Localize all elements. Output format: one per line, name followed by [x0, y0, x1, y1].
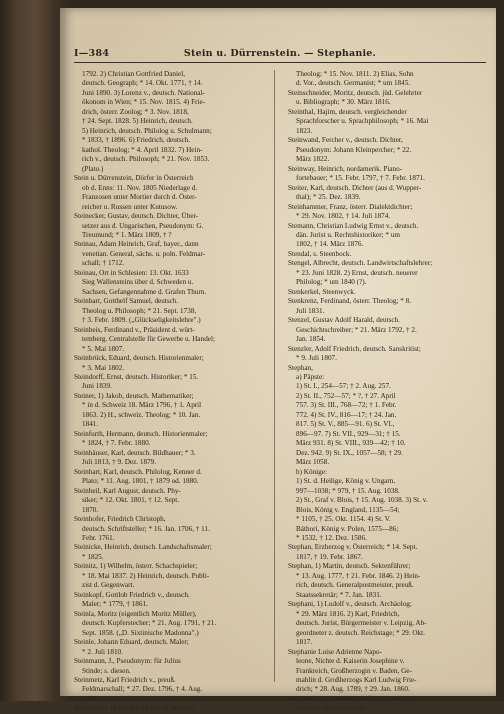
text-line: deutsch. Jurist, Bürgermeister v. Leipzig, Ab- — [296, 619, 427, 628]
text-line: siker; * 12. Okt. 1801, † 12. Sept. — [82, 496, 180, 505]
text-line: Plato; * 11. Aug. 1801, † 1879 od. 1880. — [82, 477, 199, 486]
text-line: fortebauer; * 15. Febr. 1797, † 7. Febr. 1871. — [296, 174, 425, 183]
text-line: 1) St. I., 254—57; † 2. Aug. 257. — [296, 382, 391, 391]
text-line: * 1825. — [82, 552, 104, 561]
text-line: mahlin d. Großherzogs Karl Ludwig Frie- — [296, 676, 417, 684]
text-line: drich, österr. Zoolog; * 3. Nov. 1818, — [82, 107, 189, 116]
text-line: temberg. Centralstelle für Gewerbe u. Handel; — [82, 335, 215, 344]
text-line: Stengel, Albrecht, deutsch. Landwirtschaftslehrer; — [288, 259, 433, 268]
text-line: * in d. Schweiz 18. März 1796, † 1. April — [82, 401, 202, 410]
text-line: Steindorff, Ernst, deutsch. Historiker; * 15. — [74, 373, 199, 381]
text-line: Sieg Wallensteins über d. Schweden u. — [82, 278, 194, 287]
text-line: Stenkrenz, Ferdinand, österr. Theolog; * 8. — [288, 297, 412, 306]
text-line: Stephani, 1) Ludolf v., deutsch. Archäolog; — [288, 600, 412, 609]
text-line: Febr. 1761. — [82, 533, 115, 542]
text-line: * 3. Mai 1802. — [82, 363, 125, 372]
text-line: Staatssekretär; * 7. Jan. 1831. — [296, 590, 382, 599]
page-header — [74, 46, 486, 63]
text-line: 896—97. 7) St. VII., 929—31; † 15. — [296, 429, 401, 438]
text-line: Stenkerkel, Steenwyck. — [288, 287, 356, 296]
text-line: * 23. Juni 1828. 2) Ernst, deutsch. neuerer — [296, 268, 418, 277]
text-line: 1792. 2) Christian Gottfried Daniel, — [82, 70, 186, 78]
column-divider — [274, 70, 275, 682]
text-line: Steinecker, Gustav, deutsch. Dichter, Über- — [74, 212, 199, 221]
text-line: Steinitz, 1) Wilhelm, österr. Schachspieler; — [74, 562, 198, 571]
text-line: * 1532, † 12. Dez. 1586. — [296, 533, 367, 542]
text-line: Steinle, Johann Eduard, deutsch. Maler; — [74, 638, 189, 647]
text-line: geordneter z. deutsch. Reichstage; * 29. Okt. — [296, 628, 425, 637]
text-line: Steinla, Moritz (eigentlich Moritz Müller), — [74, 609, 197, 618]
text-line: Steinway, Heinrich, nordamerik. Piano- — [288, 164, 403, 173]
text-line: rich, deutsch. Generalpostmeister, preuß. — [296, 581, 414, 590]
text-line: Philolog; * um 1840 (?). — [296, 278, 367, 287]
text-line: Sachsen, Gefangennahme d. Grafen Thurn. — [82, 287, 207, 296]
text-line: Theolog u. Philosoph; * 21. Sept. 1738, — [82, 306, 197, 315]
text-line: * 2. Juli 1810. — [82, 647, 123, 656]
text-line: Steiter, Karl, deutsch. Dichter (aus d. Wupper- — [288, 183, 422, 192]
text-line: Theolog; * 15. Nov. 1811. 2) Elias, Sohn — [296, 70, 414, 78]
text-line: Stephanie, Dr., Pseudonym für: Kathinka Zitz, — [288, 694, 422, 703]
text-line: * 1824, † 7. Febr. 1880. — [82, 439, 151, 448]
text-line: März 931. 8) St. VIII., 939—42; † 10. — [296, 439, 406, 448]
text-line: a) Päpste: — [296, 373, 325, 381]
text-line: Steinmetz, Karl Friedrich v., preuß. — [74, 676, 176, 684]
text-line: 1) St. d. Heilige, König v. Ungarn, — [296, 477, 396, 486]
text-line: Juli 1813, † 9. Dez. 1879. — [82, 458, 157, 467]
text-line: leone, Nichte d. Kaiserin Josephine v. — [296, 657, 405, 666]
running-title: Stein u. Dürrenstein. — Stephanie. — [183, 48, 377, 59]
text-line: ob d. Enns: 11. Nov. 1805 Niederlage d. — [82, 183, 198, 192]
text-line: Stephanie Luise Adrienne Napo- — [288, 647, 383, 656]
text-line: März 1822. — [296, 155, 330, 164]
text-line: 817. 5) St. V., 885—91. 6) St. VI., — [296, 420, 395, 429]
text-line: Steiner, 1) Jakob, deutsch. Mathematiker; — [74, 391, 194, 400]
text-line: u. Bibliograph; * 30. März 1816. — [296, 98, 391, 107]
text-line: Juni 1890. 3) Lorenz v., deutsch. National- — [82, 88, 205, 97]
text-line: Steinhäuser, Karl, deutsch. Bildhauer; * 3. — [74, 448, 196, 457]
text-line: * 13. Aug. 1777, † 21. Febr. 1846. 2) Hein- — [296, 571, 421, 580]
text-line: Stein u. Dürrenstein, Dörfer in Österreich — [74, 174, 194, 183]
text-line: 1870. — [82, 505, 99, 514]
text-line: * 1833, † 1896. 6) Friedrich, deutsch. — [82, 136, 191, 145]
text-line: 757. 3) St. III., 768—72; † 1. Febr. — [296, 401, 397, 410]
text-line: 772. 4) St. IV., 816—17; † 24. Jan. — [296, 410, 397, 419]
text-line: Geschichtschreiber; * 21. März 1792, † 2. — [296, 325, 417, 334]
text-line: Stenzel, Gustav Adolf Harald, deutsch. — [288, 316, 400, 325]
text-line: * 29. März 1816. 2) Karl, Friedrich, — [296, 609, 400, 618]
text-line: Jan. 1854. — [296, 335, 326, 344]
text-line: Frankreich, Großherzogin v. Baden, Ge- — [296, 666, 412, 675]
text-line: Franzosen unter Mortier durch d. Öster- — [82, 193, 197, 202]
book-page — [60, 8, 496, 713]
text-line: Stephan, 1) Martin, deutsch. Sektenführer; — [288, 562, 411, 571]
text-line: Juli 1831. — [296, 306, 325, 315]
text-line: 1817, † 19. Febr. 1867. — [296, 552, 363, 561]
text-line: * 5. Mai 1807. — [82, 344, 125, 353]
text-line: † 3. Febr. 1809. („Glückseligkeitslehre".) — [82, 316, 201, 325]
text-line: b) Könige: — [296, 467, 327, 476]
text-line: deutsch. Geograph; * 14. Okt. 1771, † 14. — [82, 79, 203, 88]
text-line: Stephan, — [288, 363, 313, 372]
text-line: Steinmann, J., Pseudonym: für Julius — [74, 657, 181, 666]
text-line: Steinmeyer, 1) Friedrich Ludwig, deutsch. — [74, 704, 196, 713]
text-line: Dez. 942. 9) St. IX., 1057—58; † 29. — [296, 448, 403, 457]
text-line: d. Vor., deutsch. Germanist; * um 1845. — [296, 79, 411, 88]
left-text-column — [74, 70, 252, 714]
text-line: Stenzler, Adolf Friedrich, deutsch. Sanskritist; — [288, 344, 421, 353]
text-line: 5) Heinrich, deutsch. Philolog u. Schulmann; — [82, 126, 212, 135]
text-line: Steinfurth, Hermann, deutsch. Historienmaler; — [74, 429, 208, 438]
text-line: thal); * 25. Dez. 1839. — [296, 193, 361, 202]
text-line: Steinwand, Fercher v., deutsch. Dichter, — [288, 136, 403, 145]
text-line: Steinau, Ort in Schlesien: 13. Okt. 1633 — [74, 268, 189, 277]
text-line: * 18. Mai 1837. 2) Heinrich, deutsch. Publi- — [82, 571, 210, 580]
text-line: zist d. Gegenwart. — [82, 581, 135, 590]
text-line: rich v., deutsch. Philosoph; * 21. Nov. 1853. — [82, 155, 210, 164]
text-line: Stendal, s. Steenbock. — [288, 249, 352, 258]
text-line: Steinhart, Karl, deutsch. Philolog, Kenner d. — [74, 467, 202, 476]
text-line: schall; † 1712. — [82, 259, 125, 268]
text-line: drich; * 28. Aug. 1789, † 29. Jan. 1860. — [296, 685, 410, 694]
right-text-column — [288, 70, 472, 714]
text-line: 1877. — [82, 694, 99, 703]
text-line: Steinicke, Heinrich, deutsch. Landschaftsmaler; — [74, 543, 212, 552]
text-line: deutsch. Kupferstecher; * 21. Aug. 1791, † 21. — [82, 619, 217, 628]
text-line: setzer aus d. Ungarischen, Pseudonym: G. — [82, 221, 204, 230]
text-line: 2) St., Graf v. Blois, † 15. Aug. 1038. 3) St. v. — [296, 496, 428, 505]
text-line: Treumund; * 1. März 1809, † ? — [82, 230, 172, 239]
text-line: Steinheil, Karl August, deutsch. Phy- — [74, 486, 181, 495]
text-line: März 1058. — [296, 458, 330, 467]
text-line: (Plato.) — [82, 164, 104, 173]
text-line: Steinthal, Hajim, deutsch. vergleichender — [288, 107, 407, 116]
text-line: Steinbrück, Eduard, deutsch. Historienmaler; — [74, 354, 204, 363]
text-line: venetian. General, sächs. u. poln. Feldmar- — [82, 249, 206, 258]
text-line: Juni 1839. — [82, 382, 112, 391]
text-line: Blois, König v. England, 1135—54; — [296, 505, 400, 514]
text-line: kathol. Theolog; * 4. April 1832. 7) Hein- — [82, 145, 203, 154]
text-line: * 29. Nov. 1802, † 14. Juli 1874. — [296, 212, 391, 221]
page-number: I—384 — [74, 48, 110, 59]
text-line: 2) St. II., 752—57; * ?, † 27. April — [296, 391, 396, 400]
text-line: ökonom in Wien; * 15. Nov. 1815. 4) Frie- — [82, 98, 206, 107]
text-line: 1863. 2) H., schweiz. Theolog; * 10. Jan. — [82, 410, 201, 419]
text-line: Stephan, Erzherzog v. Österreich; * 14. Sept. — [288, 543, 418, 552]
text-line: Steinhofer, Friedrich Christoph, — [74, 515, 166, 524]
text-line: Sept. 1858. („D. Sixtinische Madonna".) — [82, 628, 199, 637]
text-line: Pseudonym: Johann Kleinpercher; * 22. — [296, 145, 412, 154]
text-line: Steinhammer, Franz, österr. Dialektdichter; — [288, 202, 413, 211]
text-line: Báthori, König v. Polen, 1575—86; — [296, 524, 399, 533]
text-line: † 24. Sept. 1828. 5) Heinrich, deutsch. — [82, 117, 193, 126]
text-line: Stemann, Christian Ludwig Ernst v., deutsch. — [288, 221, 419, 230]
text-line: deutsche Schriftstellerin. — [296, 704, 368, 713]
text-line: Maler; * 1779, † 1861. — [82, 600, 148, 609]
text-line: * 1105, † 25. Okt. 1154. 4) St. V. — [296, 515, 391, 524]
text-line: Steinbeis, Ferdinand v., Präsident d. würt- — [74, 325, 195, 334]
text-line: 1802, † 14. März 1876. — [296, 240, 364, 249]
text-line: Feldmarschall; * 27. Dez. 1796, † 4. Aug. — [82, 685, 203, 694]
text-line: deutsch. Schriftsteller; * 16. Jan. 1706, † 11. — [82, 524, 210, 533]
text-line: dän. Jurist u. Rechtshistoriker; * um — [296, 230, 401, 239]
text-line: Steinschneider, Moritz, deutsch. jüd. Gelehrter — [288, 88, 423, 97]
text-line: Steinbart, Gotthelf Samuel, deutsch. — [74, 297, 179, 306]
text-line: 1823. — [296, 126, 313, 135]
text-line: Sprachforscher u. Sprachphilosoph; * 16. Mai — [296, 117, 429, 126]
text-line: 997—1038; * 979, † 15. Aug. 1038. — [296, 486, 400, 495]
text-line: Steinkopf, Gottlob Friedrich v., deutsch. — [74, 590, 190, 599]
text-line: Steinau, Adam Heinrich, Graf, bayer., dann — [74, 240, 199, 249]
text-line: reicher u. Russen unter Kutusow. — [82, 202, 178, 211]
text-line: * 9. Juli 1807. — [296, 354, 337, 363]
text-line: Stinde; s. diesen. — [82, 666, 131, 675]
text-line: 1817. — [296, 638, 313, 647]
text-line: 1841. — [82, 420, 99, 429]
